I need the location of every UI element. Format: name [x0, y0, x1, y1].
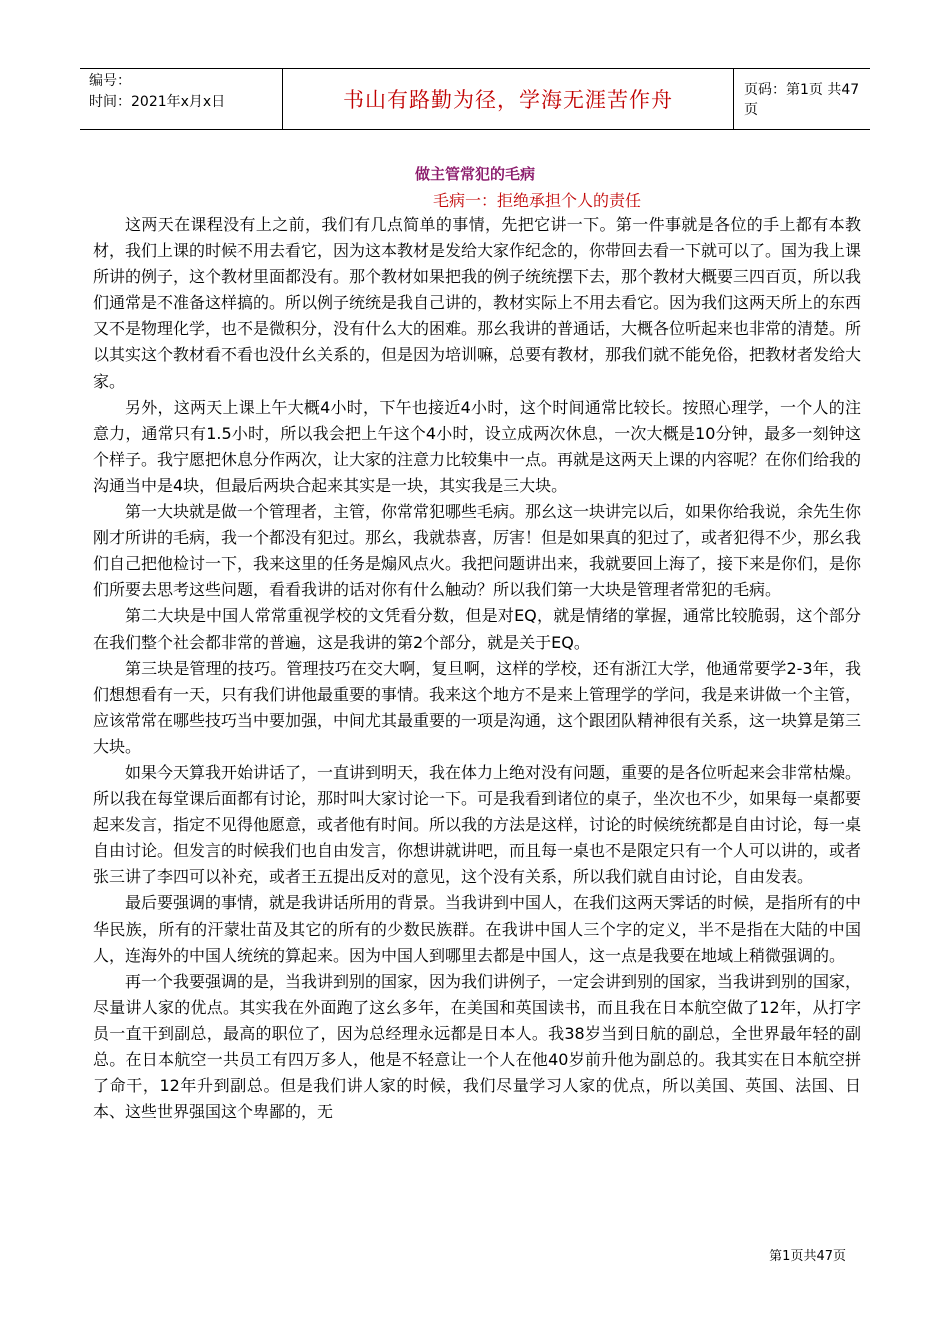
document-body [93, 212, 861, 1125]
paragraph: 这两天在课程没有上之前，我们有几点简单的事情，先把它讲一下。第一件事就是各位的手上都有本教材，我们上课的时候不用去看它，因为这本教材是发给大家作纪念的，你带回去看一下就可以了。国为我上课所讲的例子，这个教材里面都没有。那个教材如果把我的例子统统摆下去，那个教材大概要三四百页，所以我们通常是不准备这样搞的。所以例子统统是我自己讲的，教材实际上不用去看它。因为我们这两天所上的东西又不是物理化学，也不是微积分，没有什么大的困难。那幺我讲的普通话，大概各位听起来也非常的清楚。所以其实这个教材看不看也没什幺关系的，但是因为培训嘛，总要有教材，那我们就不能免俗，把教材者发给大家。 [93, 215, 862, 391]
paragraph: 再一个我要强调的是，当我讲到别的国家，因为我们讲例子，一定会讲到别的国家，当我讲到别的国家，尽量讲人家的优点。其实我在外面跑了这幺多年，在美国和英国读书，而且我在日本航空做了12年，从打字员一直干到副总，最高的职位了，因为总经理永远都是日本人。我38岁当到日航的副总，全世界最年轻的副总。在日本航空一共员工有四万多人，他是不轻意让一个人在他40岁前升他为副总的。我其实在日本航空拼了命干，12年升到副总。但是我们讲人家的时候，我们尽量学习人家的优点，所以美国、英国、法国、日本、这些世界强国这个卑鄙的，无 [93, 971, 862, 1122]
header-meta [80, 69, 282, 129]
document-number-label: 编号： [89, 73, 131, 89]
page-footer: 第1页共47页 [769, 1249, 846, 1264]
paragraph: 第三块是管理的技巧。管理技巧在交大啊，复旦啊，这样的学校，还有浙江大学，他通常要学2-3年，我们想想看有一天，只有我们讲他最重要的事情。我来这个地方不是来上管理学的学问，我是来讲做一个主管，应该常常在哪些技巧当中要加强，中间尤其最重要的一项是沟通，这个跟团队精神很有关系，这一块算是第三大块。 [93, 658, 862, 756]
header-page-info: 页码：第1页 共47页 [744, 82, 860, 118]
paragraph: 最后要强调的事情，就是我讲话所用的背景。当我讲到中国人，在我们这两天霁话的时候，是指所有的中华民族，所有的汗蒙壮苗及其它的所有的少数民族群。在我讲中国人三个字的定义，半不是指在大陆的中国人，连海外的中国人统统的算起来。因为中国人到哪里去都是中国人，这一点是我要在地域上稍微强调的。 [93, 893, 862, 965]
paragraph: 第二大块是中国人常常重视学校的文凭看分数，但是对EQ，就是情绪的掌握，通常比较脆弱，这个部分在我们整个社会都非常的普遍，这是我讲的第2个部分，就是关于EQ。 [93, 606, 861, 652]
header-motto: 书山有路勤为径，学海无涯苦作舟 [282, 69, 734, 129]
paragraph: 另外，这两天上课上午大概4小时，下午也接近4小时，这个时间通常比较长。按照心理学，一个人的注意力，通常只有1.5小时，所以我会把上午这个4小时，设立成两次休息，一次大概是10分钟，最多一刻钟这个样子。我宁愿把休息分作两次，让大家的注意力比较集中一点。再就是这两天上课的内容呢？在你们给我的沟通当中是4块，但最后两块合起来其实是一块，其实我是三大块。 [93, 397, 862, 495]
paragraph: 第一大块就是做一个管理者，主管，你常常犯哪些毛病。那幺这一块讲完以后，如果你给我说，余先生你刚才所讲的毛病，我一个都没有犯过。那幺，我就恭喜，厉害！但是如果真的犯过了，或者犯得不少，那幺我们自己把他检讨一下，我来这里的任务是煽风点火。我把问题讲出来，我就要回上海了，接下来是你们，是你们所要去思考这些问题，看看我讲的话对你有什么触动？所以我们第一大块是管理者常犯的毛病。 [93, 502, 862, 600]
document-time-label: 时间：2021年x月x日 [89, 94, 226, 110]
document-title: 做主管常犯的毛病 [414, 165, 535, 183]
page-header [80, 68, 870, 130]
paragraph: 如果今天算我开始讲话了，一直讲到明天，我在体力上绝对没有问题，重要的是各位听起来会非常枯燥。所以我在每堂课后面都有讨论，那时叫大家讨论一下。可是我看到诸位的桌子，坐次也不少，如果每一桌都要起来发言，指定不见得他愿意，或者他有时间。所以我的方法是这样，讨论的时候统统都是自由讨论，每一桌自由讨论。但发言的时候我们也自由发言，你想讲就讲吧，而且每一桌也不是限定只有一个人可以讲的，或者张三讲了李四可以补充，或者王五提出反对的意见，这个没有关系，所以我们就自由讨论，自由发表。 [93, 762, 862, 887]
document-subtitle: 毛病一：拒绝承担个人的责任 [432, 191, 641, 210]
